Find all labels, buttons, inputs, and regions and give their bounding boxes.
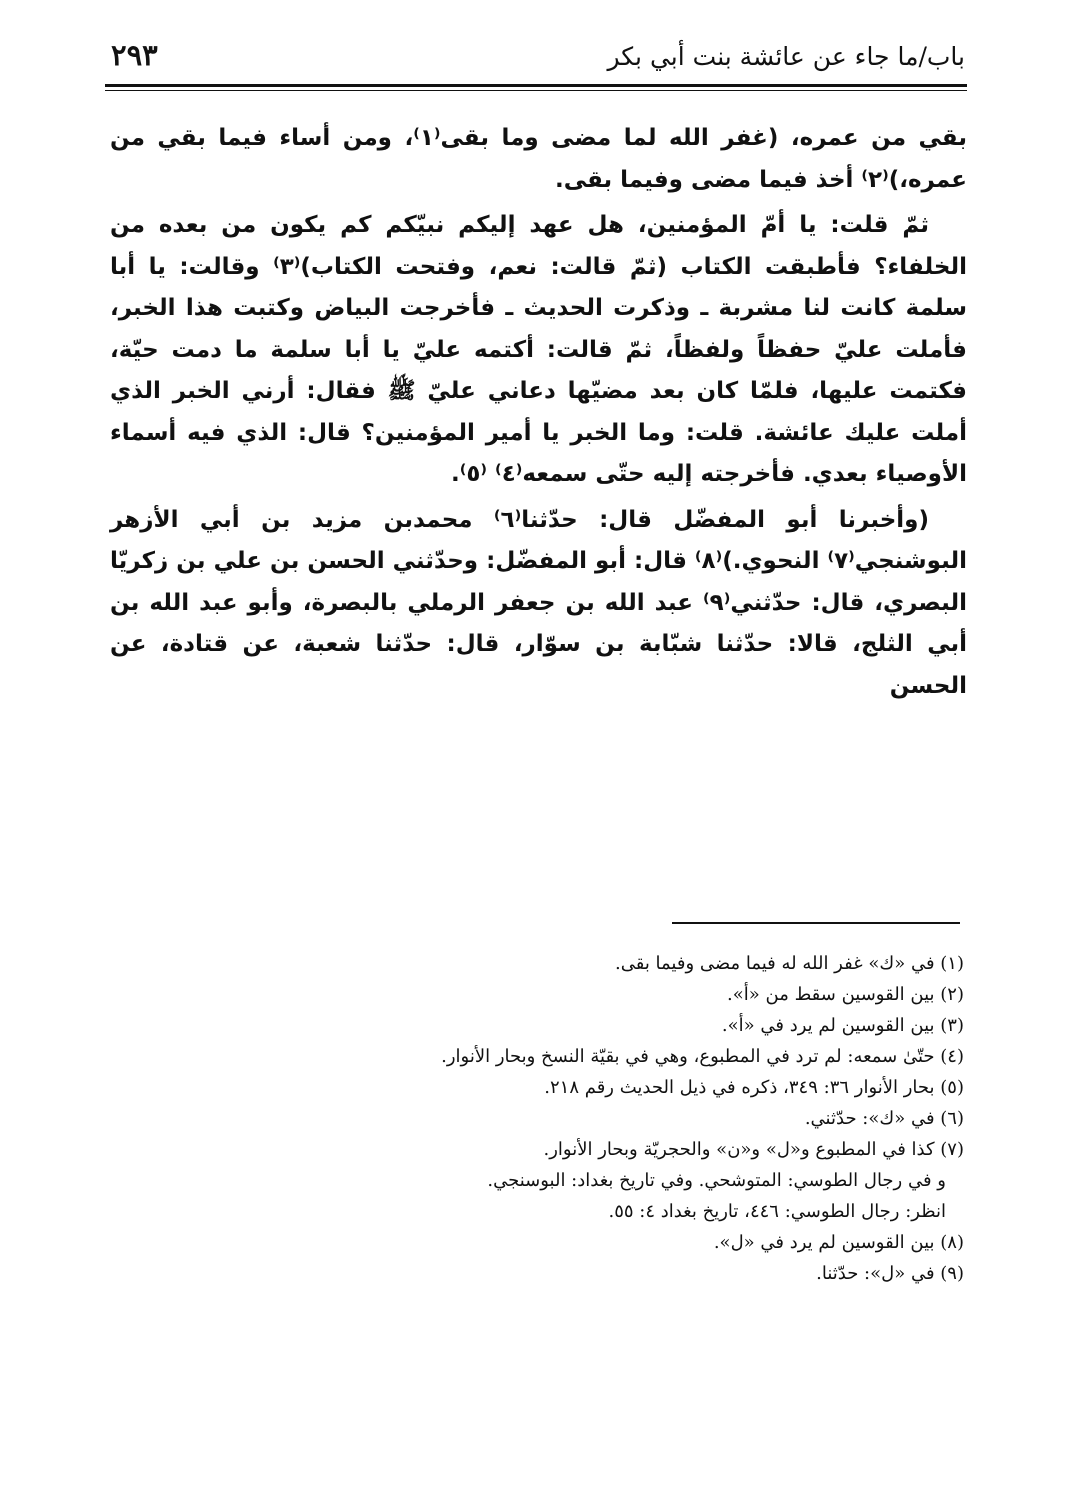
header-rule-thin — [105, 90, 967, 91]
footnote-separator — [672, 922, 960, 924]
footnote-9: (٩) في «ل»: حدّثنا. — [816, 1263, 964, 1284]
footnote-4: (٤) حتّىٰ سمعه: لم ترد في المطبوع، وهي في بقيّة النسخ وبحار الأنوار. — [441, 1046, 964, 1067]
header-rule-thick — [105, 84, 967, 87]
footnote-7: (٧) كذا في المطبوع و«ل» و«ن» والحجريّة وبحار الأنوار. — [543, 1139, 964, 1160]
footnote-7-continuation-1: و في رجال الطوسي: المتوشحي. وفي تاريخ بغداد: البوسنجي. — [487, 1170, 946, 1191]
footnote-3: (٣) بين القوسين لم يرد في «أ». — [721, 1015, 964, 1036]
footnotes — [280, 948, 964, 1289]
main-text — [110, 118, 967, 711]
page-number: ٢٩٣ — [111, 38, 158, 72]
footnote-7-continuation-2: انظر: رجال الطوسي: ٤٤٦، تاريخ بغداد ٤: ٥٥. — [608, 1201, 946, 1222]
running-title: باب/ما جاء عن عائشة بنت أبي بكر — [607, 42, 965, 71]
page-header — [105, 36, 967, 80]
footnote-2: (٢) بين القوسين سقط من «أ». — [727, 984, 964, 1005]
footnote-5: (٥) بحار الأنوار ٣٦: ٣٤٩، ذكره في ذيل الحديث رقم ٢١٨. — [544, 1077, 964, 1098]
footnote-6: (٦) في «ك»: حدّثني. — [804, 1108, 964, 1129]
paragraph-2: ثمّ قلت: يا أمّ المؤمنين، هل عهد إليكم نبيّكم كم يكون من بعده من الخلفاء؟ فأطبقت الكتاب (ثمّ قالت: نعم، وفتحت الكتاب)⁽٣⁾ وقالت: يا أبا سلمة كانت لنا مشربة ـ وذكرت الحديث ـ فأخرجت البياض وكتبت هذا الخبر، فأملت عليّ حفظاً ولفظاً، ثمّ قالت: أكتمه عليّ يا أبا سلمة ما دمت حيّة، فكتمت عليها، فلمّا كان بعد مضيّها دعاني عليّ ﷺ فقال: أرني الخبر الذي أملت عليك عائشة. قلت: وما الخبر يا أمير المؤمنين؟ قال: الذي فيه أسماء الأوصياء بعدي. فأخرجته إليه حتّى سمعه⁽٤⁾ ⁽٥⁾. — [110, 212, 967, 487]
footnote-1: (١) في «ك» غفر الله له فيما مضى وفيما بقى. — [614, 953, 964, 974]
paragraph-3: (وأخبرنا أبو المفضّل قال: حدّثنا⁽٦⁾ محمدبن مزيد بن أبي الأزهر البوشنجي⁽٧⁾ النحوي.)⁽٨⁾ قال: أبو المفضّل: وحدّثني الحسن بن علي بن زكريّا البصري، قال: حدّثني⁽٩⁾ عبد الله بن جعفر الرملي بالبصرة، وأبو عبد الله بن أبي الثلج، قالا: حدّثنا شبّابة بن سوّار، قال: حدّثنا شعبة، عن قتادة، عن الحسن — [110, 506, 967, 699]
paragraph-1: بقي من عمره، (غفر الله لما مضى وما بقى⁽١⁾، ومن أساء فيما بقي من عمره،)⁽٢⁾ أخذ فيما مضى وفيما بقى. — [110, 125, 968, 193]
footnote-8: (٨) بين القوسين لم يرد في «ل». — [713, 1232, 964, 1253]
